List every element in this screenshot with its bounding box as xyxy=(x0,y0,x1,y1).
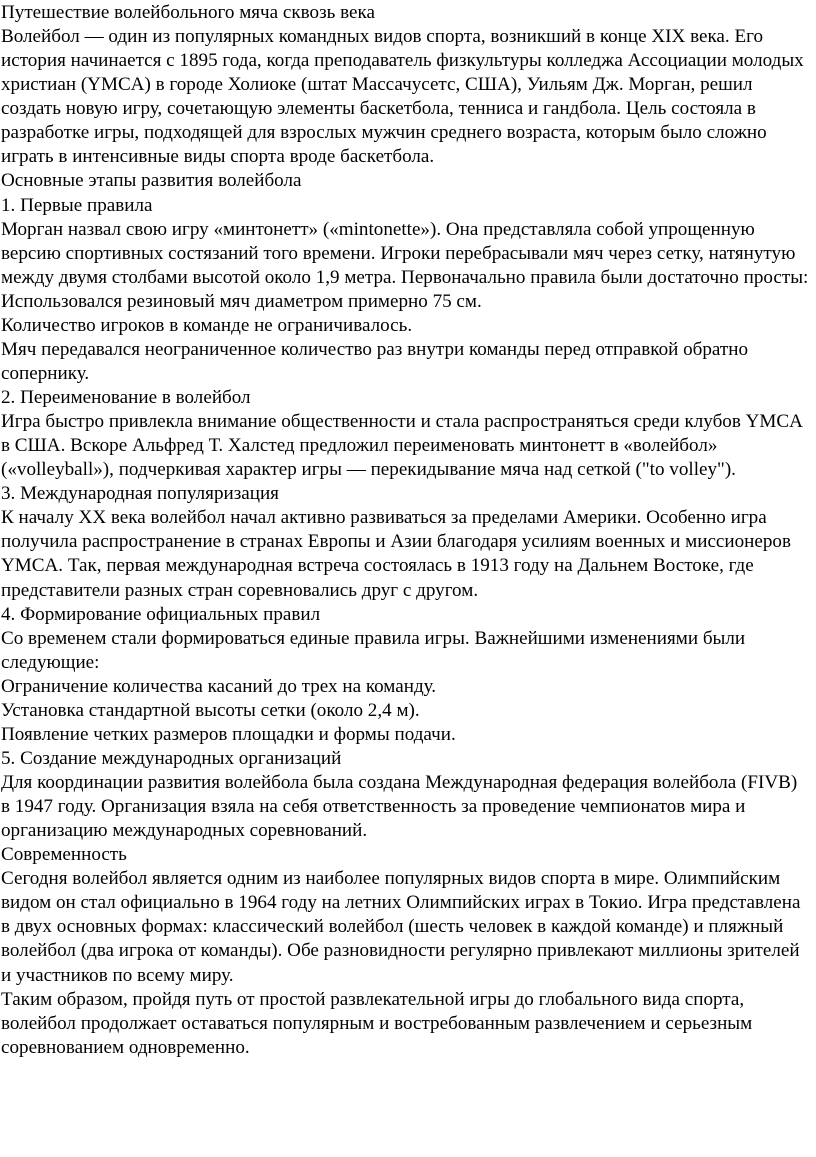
section-2-heading: 2. Переименование в волейбол xyxy=(1,387,251,408)
modern-paragraph-1: Сегодня волейбол является одним из наиболее популярных видов спорта в мире. Олимпийским видом он стал официально в 1964 году на летних Олимпийских играх в Токио. Игра представлена в двух основных формах: классический волейбол (шесть человек в каждой команде) и пляжный волейбол (два игрока от команды). Обе разновидности регулярно привлекают миллионы зрителей и участников по всему миру. xyxy=(1,868,801,986)
document-title: Путешествие волейбольного мяча сквозь века xyxy=(1,2,375,23)
section-3-paragraph: К началу XX века волейбол начал активно развиваться за пределами Америки. Особенно игра получила распространение в странах Европы и Азии благодаря усилиям военных и миссионеров YMCA. Так, первая международная встреча состоялась в 1913 году на Дальнем Востоке, где представители разных стран соревновались друг с другом. xyxy=(1,507,791,601)
section-1-heading: 1. Первые правила xyxy=(1,194,153,216)
section-1-paragraph: Морган назвал свою игру «минтонетт» («mintonette»). Она представляла собой упрощенную версию спортивных состязаний того времени. Игроки перебрасывали мяч через сетку, натянутую между двумя столбами высотой около 1,9 метра. Первоначально правила были достаточно просты: xyxy=(1,218,809,288)
section-1-item-3: Мяч передавался неограниченное количество раз внутри команды перед отправкой обратно сопернику. xyxy=(1,338,749,384)
stages-heading: Основные этапы развития волейбола xyxy=(1,170,302,192)
section-1-item-1: Использовался резиновый мяч диаметром примерно 75 см. xyxy=(1,290,482,312)
intro-paragraph: Волейбол — один из популярных командных видов спорта, возникший в конце XIX века. Его история начинается с 1895 года, когда преподаватель физкультуры колледжа Ассоциации молодых христиан (YMCA) в городе Холиоке (штат Массачусетс, США), Уильям Дж. Морган, решил создать новую игру, сочетающую элементы баскетбола, тенниса и гандбола. Цель состояла в разработке игры, подходящей для взрослых мужчин среднего возраста, которым было сложно играть в интенсивные виды спорта вроде баскетбола. xyxy=(1,26,804,168)
section-1-item-2: Количество игроков в команде не ограничивалось. xyxy=(1,314,413,336)
modern-heading: Современность xyxy=(1,844,127,866)
section-5-heading: 5. Создание международных организаций xyxy=(1,747,342,769)
section-5-paragraph: Для координации развития волейбола была создана Международная федерация волейбола (FIVB) в 1947 году. Организация взяла на себя ответственность за проведение чемпионатов мира и организацию международных соревнований. xyxy=(1,772,798,842)
section-4-heading: 4. Формирование официальных правил xyxy=(1,603,321,625)
section-4-item-2: Установка стандартной высоты сетки (около 2,4 м). xyxy=(1,699,420,721)
section-3-heading: 3. Международная популяризация xyxy=(1,483,279,505)
section-4-item-3: Появление четких размеров площадки и формы подачи. xyxy=(1,723,456,745)
section-2-paragraph: Игра быстро привлекла внимание общественности и стала распространяться среди клубов YMCA в США. Вскоре Альфред Т. Халстед предложил переименовать минтонетт в «волейбол» («volleyball»), подчеркивая характер игры — перекидывание мяча над сеткой ("to volley"). xyxy=(1,411,802,481)
section-4-item-1: Ограничение количества касаний до трех на команду. xyxy=(1,675,437,697)
section-4-paragraph: Со временем стали формироваться единые правила игры. Важнейшими изменениями были следующие: xyxy=(1,627,746,673)
modern-paragraph-2: Таким образом, пройдя путь от простой развлекательной игры до глобального вида спорта, волейбол продолжает оставаться популярным и востребованным развлечением и серьезным соревнованием одновременно. xyxy=(1,988,753,1058)
